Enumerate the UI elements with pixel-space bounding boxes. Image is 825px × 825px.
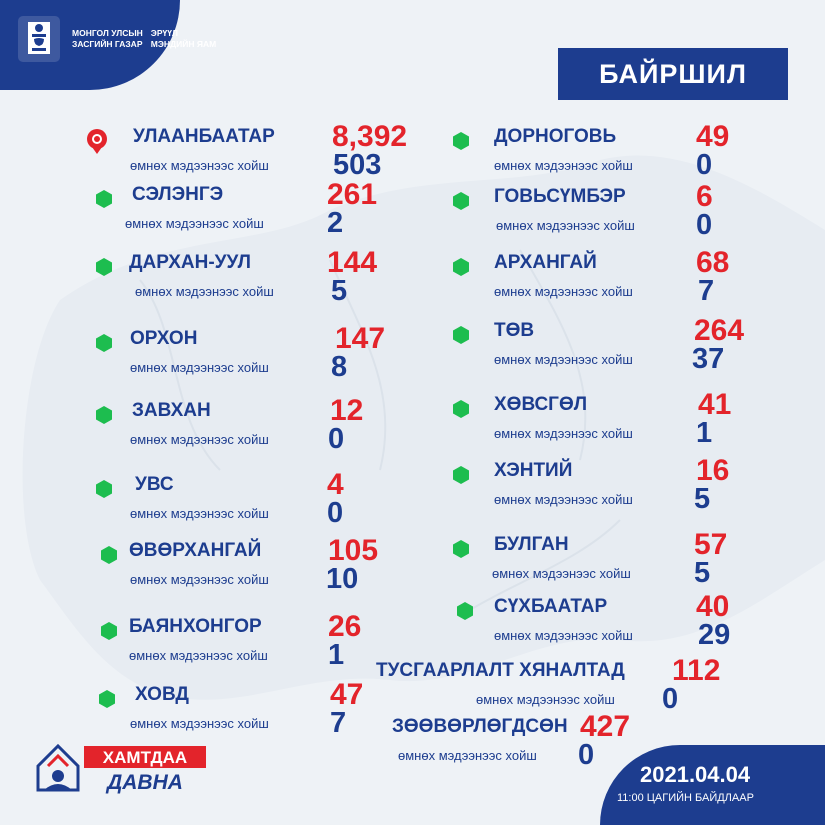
hexagon-marker-icon <box>95 480 113 498</box>
hexagon-marker-icon <box>95 190 113 208</box>
region-name: ДОРНОГОВЬ <box>494 126 617 147</box>
region-total: 41 <box>698 388 732 421</box>
region-delta: 10 <box>326 563 359 595</box>
region-sub: өмнөх мэдээнээс хойш <box>130 158 269 173</box>
region-name: ХӨВСГӨЛ <box>494 394 588 415</box>
region-delta: 29 <box>698 619 731 651</box>
ministry-line2: ЗАСГИЙН ГАЗАР <box>72 39 143 49</box>
region-name: ГОВЬСҮМБЭР <box>494 186 626 207</box>
report-time-note: 11:00 ЦАГИЙН БАЙДЛААР <box>617 792 754 804</box>
hexagon-marker-icon <box>452 326 470 344</box>
region-total: 49 <box>696 120 730 153</box>
soyombo-emblem-icon <box>14 14 64 64</box>
region-total: 57 <box>694 528 728 561</box>
region-total: 261 <box>327 178 378 211</box>
region-total: 12 <box>330 394 364 427</box>
region-sub: өмнөх мэдээнээс хойш <box>125 216 264 231</box>
hexagon-marker-icon <box>452 540 470 558</box>
region-total: 40 <box>696 590 730 623</box>
hexagon-marker-icon <box>452 258 470 276</box>
region-total: 6 <box>696 180 713 213</box>
hexagon-marker-icon <box>452 132 470 150</box>
region-sub: өмнөх мэдээнээс хойш <box>494 426 633 441</box>
region-name: УВС <box>135 474 174 495</box>
region-name: СЭЛЭНГЭ <box>132 184 224 205</box>
quarantine-delta: 0 <box>662 683 679 715</box>
region-sub: өмнөх мэдээнээс хойш <box>494 628 633 643</box>
region-delta: 7 <box>330 707 347 739</box>
region-total: 26 <box>328 610 362 643</box>
hexagon-marker-icon <box>95 406 113 424</box>
region-sub: өмнөх мэдээнээс хойш <box>130 716 269 731</box>
region-sub: өмнөх мэдээнээс хойш <box>130 360 269 375</box>
region-total: 16 <box>696 454 730 487</box>
region-name: ХЭНТИЙ <box>494 460 573 481</box>
health-line1: ЭРҮҮЛ <box>150 28 178 38</box>
health-ministry-text <box>151 28 216 50</box>
page-title: БАЙРШИЛ <box>599 58 747 89</box>
region-sub: өмнөх мэдээнээс хойш <box>494 158 633 173</box>
region-sub: өмнөх мэдээнээс хойш <box>130 572 269 587</box>
region-delta: 503 <box>333 149 382 181</box>
region-total: 144 <box>327 246 378 279</box>
region-name: ХОВД <box>135 684 189 705</box>
region-delta: 37 <box>692 343 725 375</box>
region-sub: өмнөх мэдээнээс хойш <box>496 218 635 233</box>
region-delta: 0 <box>327 497 344 529</box>
hexagon-marker-icon <box>100 546 118 564</box>
region-sub: өмнөх мэдээнээс хойш <box>135 284 274 299</box>
region-sub: өмнөх мэдээнээс хойш <box>494 492 633 507</box>
region-name: БУЛГАН <box>494 534 569 555</box>
region-delta: 1 <box>696 417 713 449</box>
region-name: ТӨВ <box>494 320 535 341</box>
region-sub: өмнөх мэдээнээс хойш <box>129 648 268 663</box>
transported-delta: 0 <box>578 739 595 771</box>
quarantine-total: 112 <box>672 654 721 687</box>
ministry-logo <box>14 14 216 64</box>
region-sub: өмнөх мэдээнээс хойш <box>494 352 633 367</box>
region-delta: 5 <box>694 483 711 515</box>
transported-label: ЗӨӨВӨРЛӨГДСӨН <box>392 716 568 737</box>
health-line2: МЭНДИЙН ЯАМ <box>150 39 217 49</box>
region-total: 105 <box>328 534 379 567</box>
region-sub: өмнөх мэдээнээс хойш <box>494 284 633 299</box>
region-delta: 5 <box>331 275 348 307</box>
map-pin-icon <box>86 128 108 154</box>
campaign-line2: ДАВНА <box>107 771 183 794</box>
region-name: СҮХБААТАР <box>494 596 608 617</box>
region-total: 147 <box>335 322 386 355</box>
transported-sub: өмнөх мэдээнээс хойш <box>398 748 537 763</box>
region-delta: 0 <box>328 423 345 455</box>
report-date: 2021.04.04 <box>640 762 751 787</box>
region-name: ӨВӨРХАНГАЙ <box>129 540 262 561</box>
region-sub: өмнөх мэдээнээс хойш <box>492 566 631 581</box>
region-name: ДАРХАН-УУЛ <box>129 252 251 273</box>
house-icon <box>38 746 78 790</box>
region-total: 47 <box>330 678 364 711</box>
hexagon-marker-icon <box>456 602 474 620</box>
region-delta: 5 <box>694 557 711 589</box>
campaign-line1: ХАМТДАА <box>102 748 188 767</box>
campaign-logo <box>34 740 210 794</box>
region-delta: 0 <box>696 149 713 181</box>
hexagon-marker-icon <box>452 192 470 210</box>
hexagon-marker-icon <box>100 622 118 640</box>
region-total: 68 <box>696 246 730 279</box>
region-delta: 7 <box>698 275 715 307</box>
hexagon-marker-icon <box>452 400 470 418</box>
region-total: 264 <box>694 314 745 347</box>
region-delta: 2 <box>327 207 344 239</box>
region-sub: өмнөх мэдээнээс хойш <box>130 506 269 521</box>
region-delta: 0 <box>696 209 713 241</box>
region-name: ОРХОН <box>130 328 198 349</box>
region-name: БАЯНХОНГОР <box>129 616 262 637</box>
ministry-line1: МОНГОЛ УЛСЫН <box>72 28 143 38</box>
quarantine-label: ТУСГААРЛАЛТ ХЯНАЛТАД <box>376 660 625 681</box>
region-total: 4 <box>327 468 344 501</box>
title-badge <box>558 48 788 100</box>
region-delta: 8 <box>331 351 348 383</box>
region-name: АРХАНГАЙ <box>494 252 597 273</box>
hexagon-marker-icon <box>95 258 113 276</box>
ministry-text <box>72 28 143 50</box>
hexagon-marker-icon <box>98 690 116 708</box>
transported-total: 427 <box>580 710 631 743</box>
hexagon-marker-icon <box>452 466 470 484</box>
region-name: ЗАВХАН <box>132 400 211 421</box>
region-delta: 1 <box>328 639 345 671</box>
hexagon-marker-icon <box>95 334 113 352</box>
region-sub: өмнөх мэдээнээс хойш <box>130 432 269 447</box>
quarantine-sub: өмнөх мэдээнээс хойш <box>476 692 615 707</box>
region-name: УЛААНБААТАР <box>133 126 275 147</box>
region-total: 8,392 <box>332 120 408 153</box>
